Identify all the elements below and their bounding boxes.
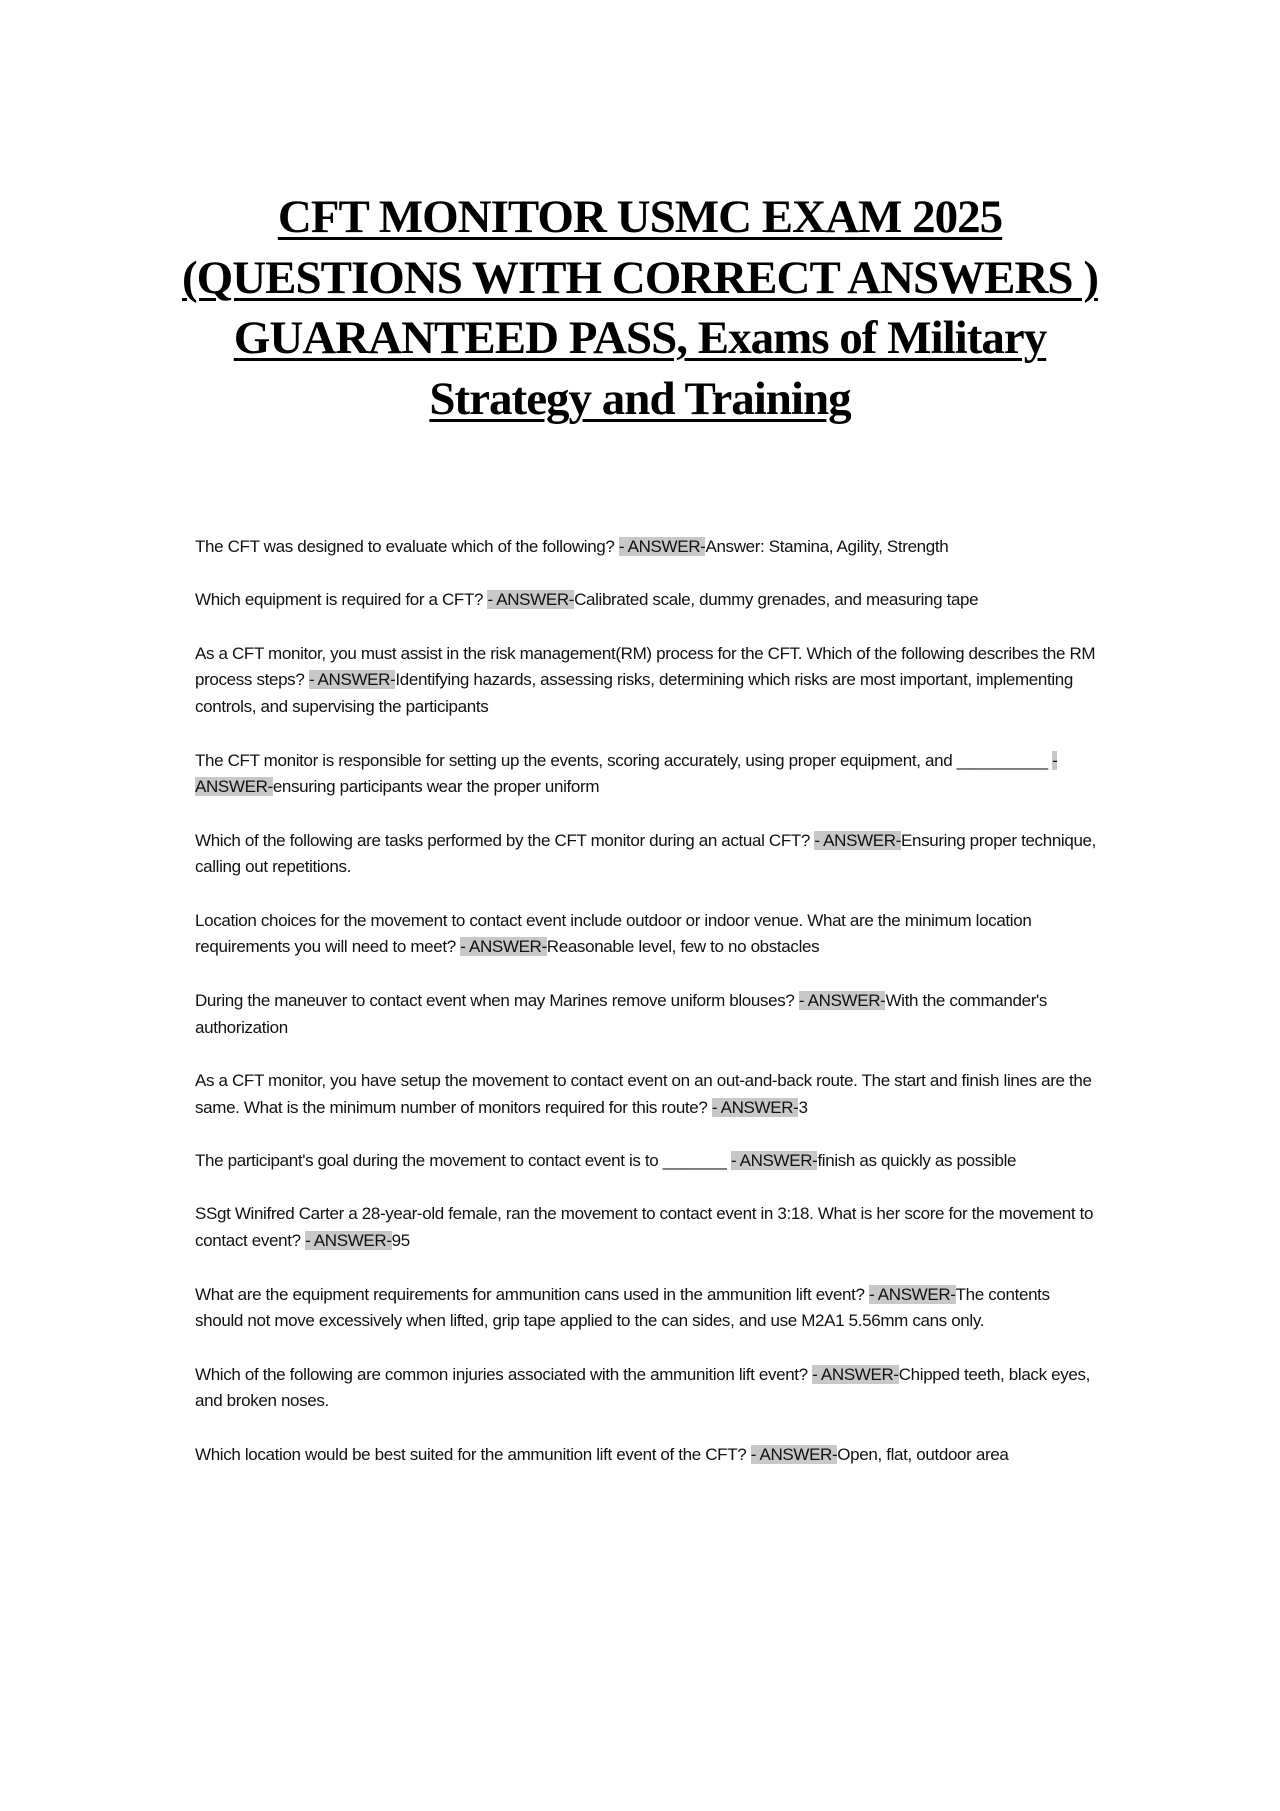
answer-tag: - ANSWER-	[730, 1151, 818, 1171]
question-answer-item	[195, 908, 1100, 961]
answer-tag: - ANSWER-	[618, 537, 706, 556]
question-text: Which location would be best suited for the ammunition lift event of the CFT?	[195, 1444, 751, 1464]
question-text: Which equipment is required for a CFT?	[195, 590, 488, 610]
question-answer-item	[195, 1148, 1100, 1175]
answer-tag: - ANSWER-	[305, 1231, 392, 1251]
answer-tag: - ANSWER-	[460, 937, 547, 957]
answer-tag: - ANSWER-	[308, 670, 396, 690]
question-text: The CFT was designed to evaluate which of the following?	[195, 537, 619, 556]
answer-tag: - ANSWER-	[812, 1364, 899, 1384]
question-text: What are the equipment requirements for ammunition cans used in the ammunition lift event?	[195, 1284, 870, 1304]
answer-text: Open, flat, outdoor area	[837, 1444, 1009, 1464]
answer-text: Identifying hazards, assessing risks, determining which risks are most important, implementing controls, and supervising the participants	[195, 670, 1074, 717]
question-text: The participant's goal during the movement to contact event is to _______	[195, 1151, 731, 1171]
answer-tag: - ANSWER-	[195, 750, 1058, 797]
question-text: Location choices for the movement to contact event include outdoor or indoor venue. What are the minimum location requirements you will need to meet?	[195, 910, 1032, 957]
answer-text: Ensuring proper technique, calling out repetitions.	[195, 830, 1097, 877]
answer-text: The contents should not move excessively when lifted, grip tape applied to the can sides, and use M2A1 5.56mm cans only.	[195, 1284, 1050, 1331]
answer-tag: - ANSWER-	[869, 1284, 956, 1304]
answer-text: Answer: Stamina, Agility, Strength	[705, 537, 949, 556]
answer-tag: - ANSWER-	[814, 830, 901, 850]
answer-text: With the commander's authorization	[195, 990, 1048, 1037]
answer-tag: - ANSWER-	[798, 990, 886, 1010]
question-text: Which of the following are tasks performed by the CFT monitor during an actual CFT?	[195, 830, 815, 850]
answer-text: Reasonable level, few to no obstacles	[546, 937, 820, 957]
question-answer-list	[195, 534, 1100, 1495]
answer-text: 3	[798, 1097, 808, 1117]
question-text: During the maneuver to contact event when may Marines remove uniform blouses?	[195, 990, 799, 1010]
answer-text: finish as quickly as possible	[817, 1151, 1017, 1171]
question-answer-item	[195, 1442, 1100, 1469]
question-text: As a CFT monitor, you have setup the movement to contact event on an out-and-back route. The start and finish lines are the same. What is the minimum number of monitors required for this route?	[195, 1070, 1092, 1117]
question-answer-item	[195, 748, 1100, 801]
question-answer-item	[195, 828, 1100, 881]
question-text: Which of the following are common injuries associated with the ammunition lift event?	[195, 1364, 813, 1384]
question-text: The CFT monitor is responsible for setting up the events, scoring accurately, using proper equipment, and __________	[195, 750, 1053, 770]
question-answer-item	[195, 1068, 1100, 1121]
answer-tag: - ANSWER-	[487, 590, 575, 610]
question-answer-item	[195, 587, 1100, 614]
answer-text: ensuring participants wear the proper uniform	[272, 777, 600, 797]
document-title-text: CFT MONITOR USMC EXAM 2025 (QUESTIONS WITH CORRECT ANSWERS ) GUARANTEED PASS, Exams of Military Strategy and Training	[182, 191, 1098, 425]
answer-tag: - ANSWER-	[711, 1097, 799, 1117]
question-answer-item	[195, 1282, 1100, 1335]
question-answer-item	[195, 988, 1100, 1041]
question-answer-item	[195, 1362, 1100, 1415]
question-answer-item	[195, 534, 1100, 561]
answer-tag: - ANSWER-	[750, 1444, 838, 1464]
question-answer-item	[195, 1201, 1100, 1254]
document-title	[150, 187, 1130, 429]
answer-text: Calibrated scale, dummy grenades, and measuring tape	[574, 590, 979, 610]
question-text: As a CFT monitor, you must assist in the risk management(RM) process for the CFT. Which of the following describes the RM process steps?	[195, 643, 1096, 690]
question-text: SSgt Winifred Carter a 28-year-old female, ran the movement to contact event in 3:18. What is her score for the movement to contact event?	[195, 1204, 1094, 1251]
question-answer-item	[195, 641, 1100, 721]
answer-text: Chipped teeth, black eyes, and broken noses.	[195, 1364, 1090, 1411]
answer-text: 95	[391, 1231, 410, 1251]
